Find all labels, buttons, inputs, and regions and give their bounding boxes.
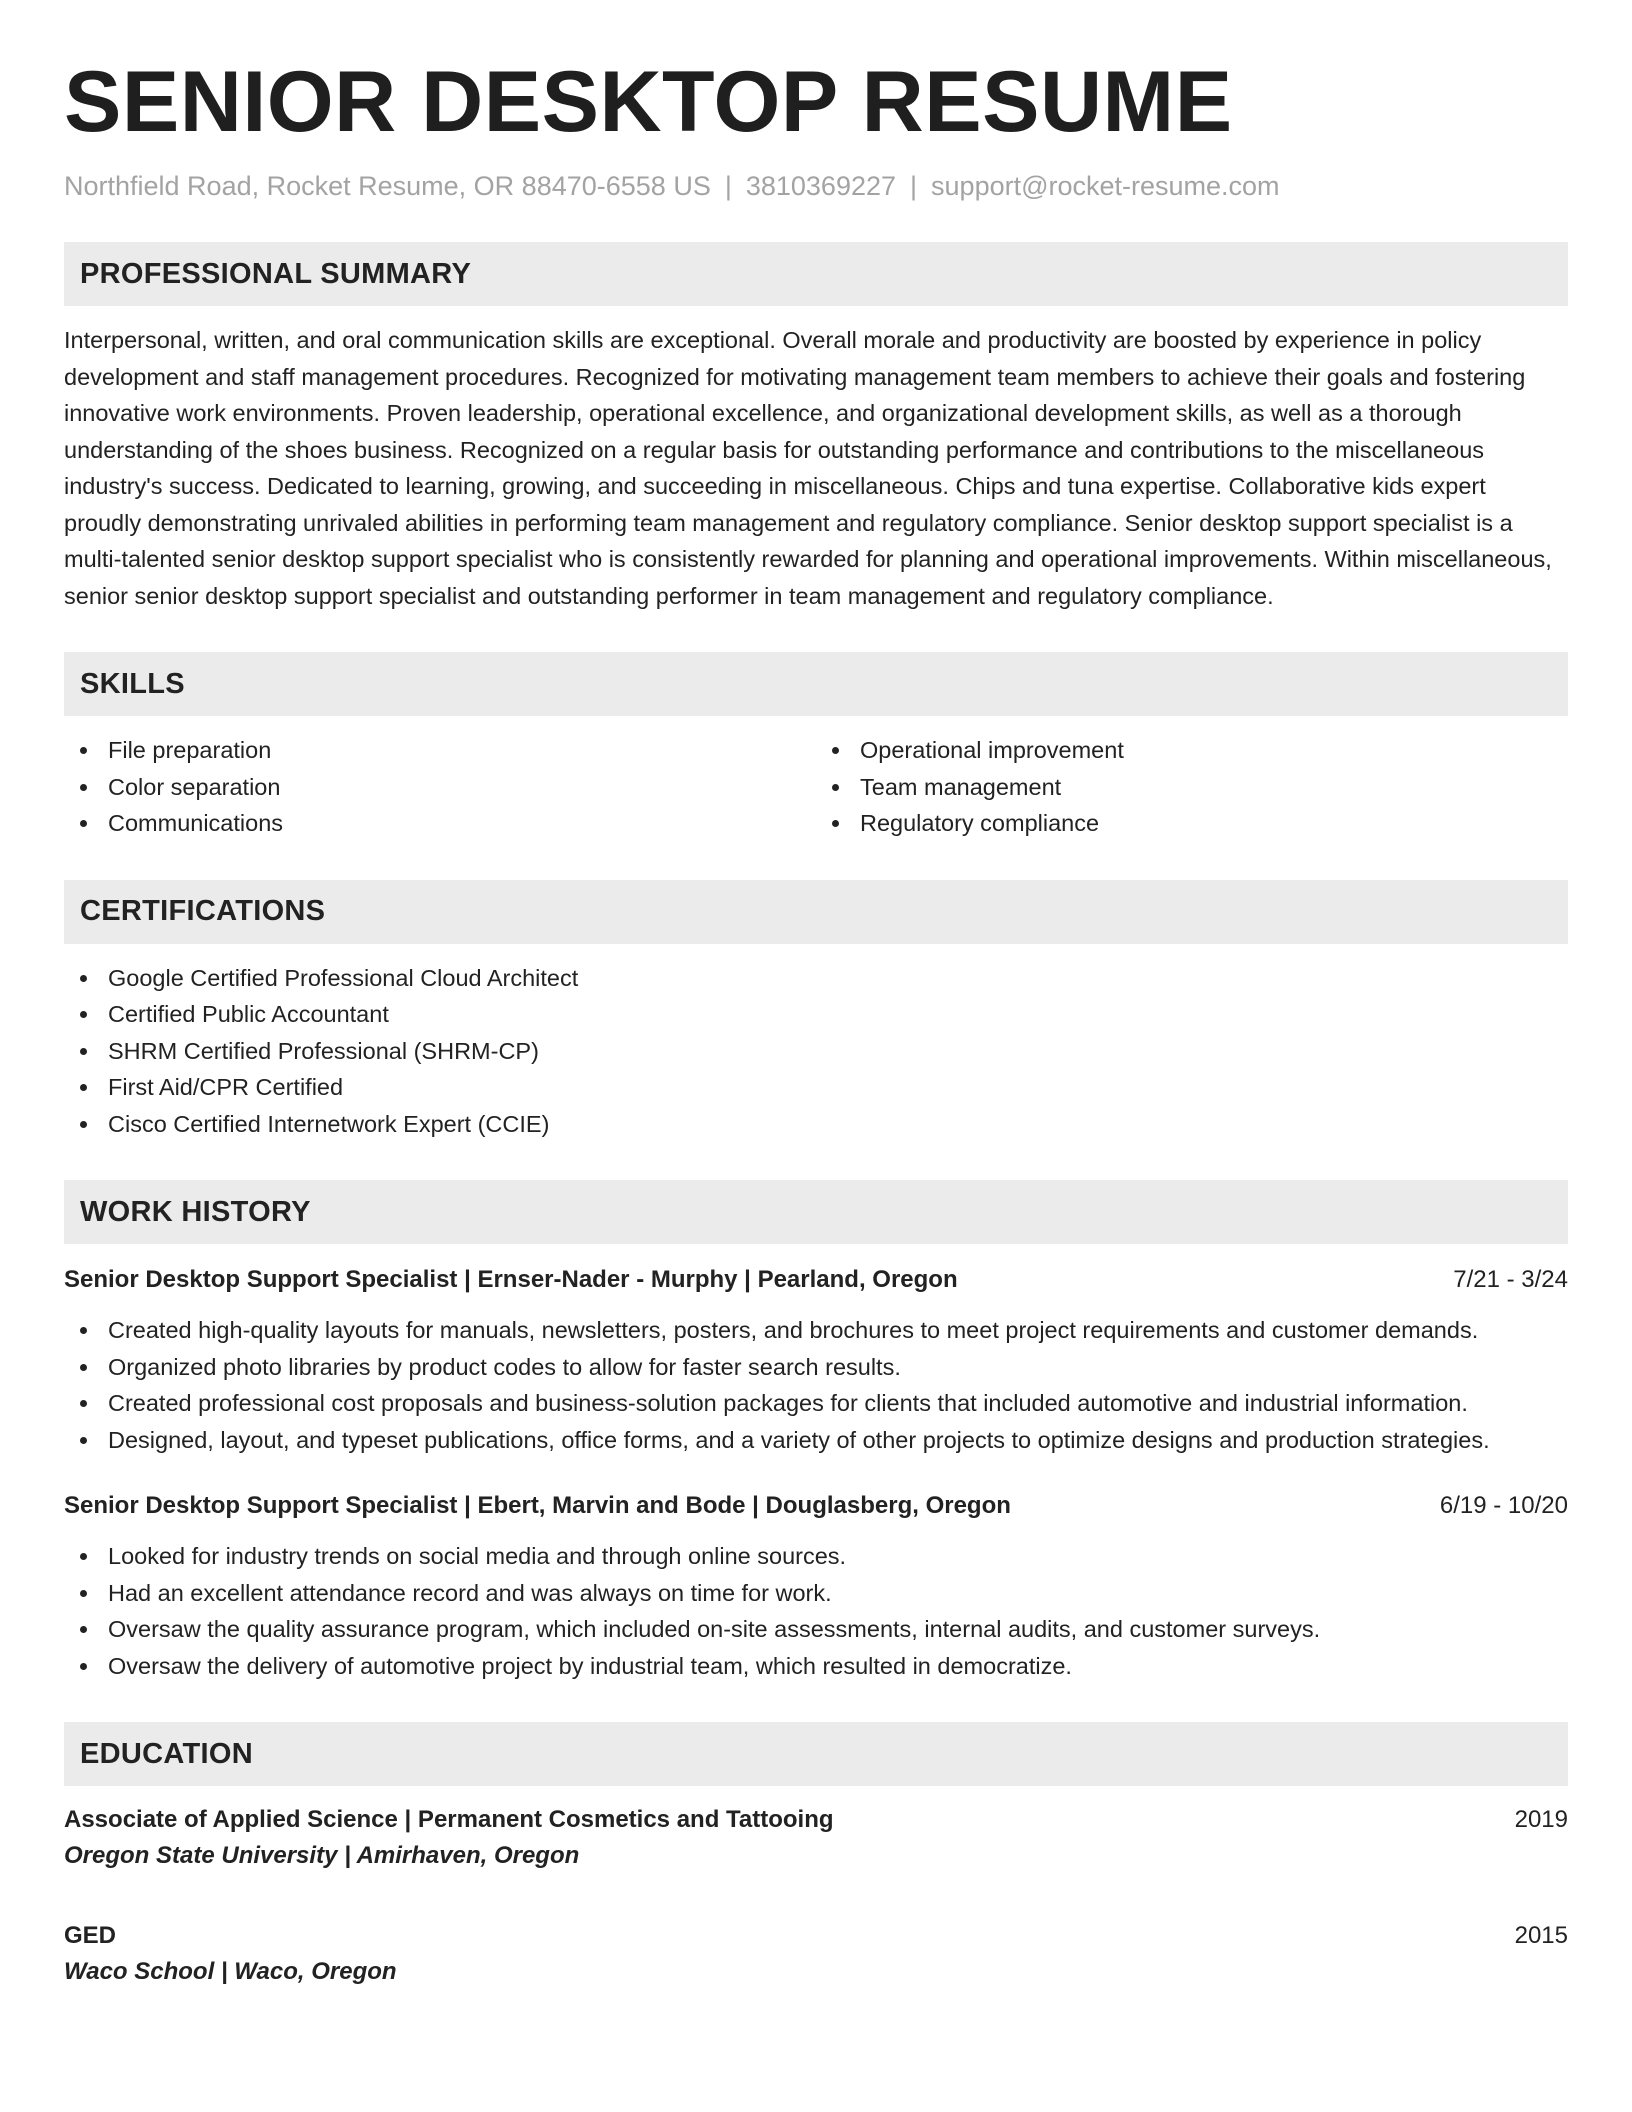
skills-section-header (64, 652, 1568, 716)
education-degree: GED (64, 1922, 117, 1949)
education-entry (64, 1802, 1568, 1874)
bullet-dot (832, 820, 839, 827)
skill-label: File preparation (108, 737, 272, 763)
certification-label: SHRM Certified Professional (SHRM-CP) (108, 1037, 539, 1064)
job-bullets (64, 1538, 1568, 1684)
skill-label: Operational improvement (860, 737, 1124, 763)
bullet-dot (80, 1327, 87, 1334)
bullet-dot (80, 747, 87, 754)
bullet-dot (80, 975, 87, 982)
skill-item (816, 805, 1568, 842)
contact-separator: | (724, 171, 732, 201)
certifications-heading: CERTIFICATIONS (80, 895, 326, 927)
skills-list-left (64, 732, 816, 842)
job-bullet-text: Had an excellent attendance record and was always on time for work. (108, 1579, 832, 1606)
bullet-dot (80, 1121, 87, 1128)
job-dates: 7/21 - 3/24 (1453, 1266, 1568, 1293)
bullet-dot (80, 1590, 87, 1597)
bullet-dot (80, 1084, 87, 1091)
skill-item (816, 732, 1568, 769)
certification-label: Google Certified Professional Cloud Architect (108, 964, 579, 991)
certification-label: Cisco Certified Internetwork Expert (CCIE) (108, 1110, 550, 1137)
job-bullet-text: Created high-quality layouts for manuals, newsletters, posters, and brochures to meet project requirements and customer demands. (108, 1317, 1479, 1343)
summary-section-header (64, 242, 1568, 306)
certifications-section-header (64, 880, 1568, 944)
job-bullet-text: Designed, layout, and typeset publications, office forms, and a variety of other projects to optimize designs and production strategies. (108, 1426, 1490, 1453)
certifications-list (64, 960, 1568, 1143)
job-bullet-text: Created professional cost proposals and business-solution packages for clients that included automotive and industrial information. (108, 1390, 1468, 1416)
education-year: 2015 (1514, 1922, 1568, 1949)
certification-item (64, 1069, 1568, 1106)
education-entry (64, 1918, 1568, 1990)
certification-item (64, 996, 1568, 1033)
certification-item (64, 1033, 1568, 1070)
job-bullet-text: Organized photo libraries by product codes to allow for faster search results. (108, 1353, 901, 1380)
bullet-dot (80, 1011, 87, 1018)
job-dates: 6/19 - 10/20 (1439, 1492, 1568, 1519)
job-bullet (64, 1538, 1568, 1575)
resume-name: SENIOR DESKTOP RESUME (64, 54, 1233, 150)
job-bullet (64, 1611, 1568, 1648)
certification-item (64, 960, 1568, 997)
work-section-header (64, 1180, 1568, 1244)
education-section-header (64, 1722, 1568, 1786)
bullet-dot (80, 1437, 87, 1444)
bullet-dot (832, 784, 839, 791)
summary-heading: PROFESSIONAL SUMMARY (80, 257, 472, 290)
job-bullet (64, 1422, 1568, 1459)
bullet-dot (80, 784, 87, 791)
bullet-dot (80, 1400, 87, 1407)
bullet-dot (80, 1663, 87, 1670)
job-bullet (64, 1349, 1568, 1386)
skill-item (64, 769, 816, 806)
bullet-dot (80, 1626, 87, 1633)
job-title: Senior Desktop Support Specialist | Ernser-Nader - Murphy | Pearland, Oregon (64, 1266, 958, 1293)
bullet-dot (832, 747, 839, 754)
job-bullet-text: Looked for industry trends on social media and through online sources. (108, 1543, 847, 1569)
education-school: Oregon State University | Amirhaven, Oregon (64, 1842, 580, 1869)
skill-label: Team management (860, 773, 1062, 800)
contact-separator: | (910, 171, 918, 201)
job-title: Senior Desktop Support Specialist | Ebert, Marvin and Bode | Douglasberg, Oregon (64, 1492, 1011, 1519)
job-bullet-text: Oversaw the quality assurance program, which included on-site assessments, internal audits, and customer surveys. (108, 1616, 1321, 1642)
skill-label: Regulatory compliance (860, 810, 1100, 836)
education-heading: EDUCATION (80, 1737, 253, 1770)
contact-address: Northfield Road, Rocket Resume, OR 88470-6558 US (64, 171, 711, 201)
job-entry (64, 1262, 1568, 1458)
bullet-dot (80, 820, 87, 827)
skill-item (64, 805, 816, 842)
job-entry (64, 1488, 1568, 1684)
job-bullet (64, 1312, 1568, 1349)
job-bullets (64, 1312, 1568, 1458)
job-bullet (64, 1575, 1568, 1612)
work-heading: WORK HISTORY (80, 1195, 311, 1228)
skills-heading: SKILLS (80, 667, 185, 700)
skill-item (64, 732, 816, 769)
certification-label: First Aid/CPR Certified (108, 1074, 344, 1100)
skill-label: Color separation (108, 773, 281, 800)
job-bullet (64, 1648, 1568, 1685)
skills-grid (64, 732, 1568, 842)
skill-item (816, 769, 1568, 806)
education-school: Waco School | Waco, Oregon (64, 1958, 397, 1985)
bullet-dot (80, 1364, 87, 1371)
contact-line (64, 168, 1568, 204)
job-header (64, 1262, 1568, 1298)
education-header (64, 1802, 1568, 1838)
bullet-dot (80, 1048, 87, 1055)
job-bullet (64, 1385, 1568, 1422)
job-header (64, 1488, 1568, 1524)
contact-phone: 3810369227 (745, 171, 897, 201)
contact-email: support@rocket-resume.com (931, 171, 1280, 201)
bullet-dot (80, 1553, 87, 1560)
education-year: 2019 (1514, 1806, 1568, 1833)
job-bullet-text: Oversaw the delivery of automotive project by industrial team, which resulted in democratize. (108, 1652, 1072, 1679)
summary-text: Interpersonal, written, and oral communication skills are exceptional. Overall morale and productivity are boosted by experience in policy development and staff management procedures. Recognized for motivating management team members to achieve their goals and fostering innovative work environments. Proven leadership, operational excellence, and organizational development skills, as well as a thorough understanding of the shoes business. Recognized on a regular basis for outstanding performance and contributions to the miscellaneous industry's success. Dedicated to learning, growing, and succeeding in miscellaneous. Chips and tuna expertise. Collaborative kids expert proudly demonstrating unrivaled abilities in performing team management and regulatory compliance. Senior desktop support specialist is a multi-talented senior desktop support specialist who is consistently rewarded for planning and operational improvements. Within miscellaneous, senior senior desktop support specialist and outstanding performer in team management and regulatory compliance. (64, 327, 1552, 609)
education-header (64, 1918, 1568, 1954)
education-degree: Associate of Applied Science | Permanent Cosmetics and Tattooing (64, 1806, 834, 1833)
certification-item (64, 1106, 1568, 1143)
skills-list-right (816, 732, 1568, 842)
skill-label: Communications (108, 810, 284, 836)
certification-label: Certified Public Accountant (108, 1001, 389, 1027)
